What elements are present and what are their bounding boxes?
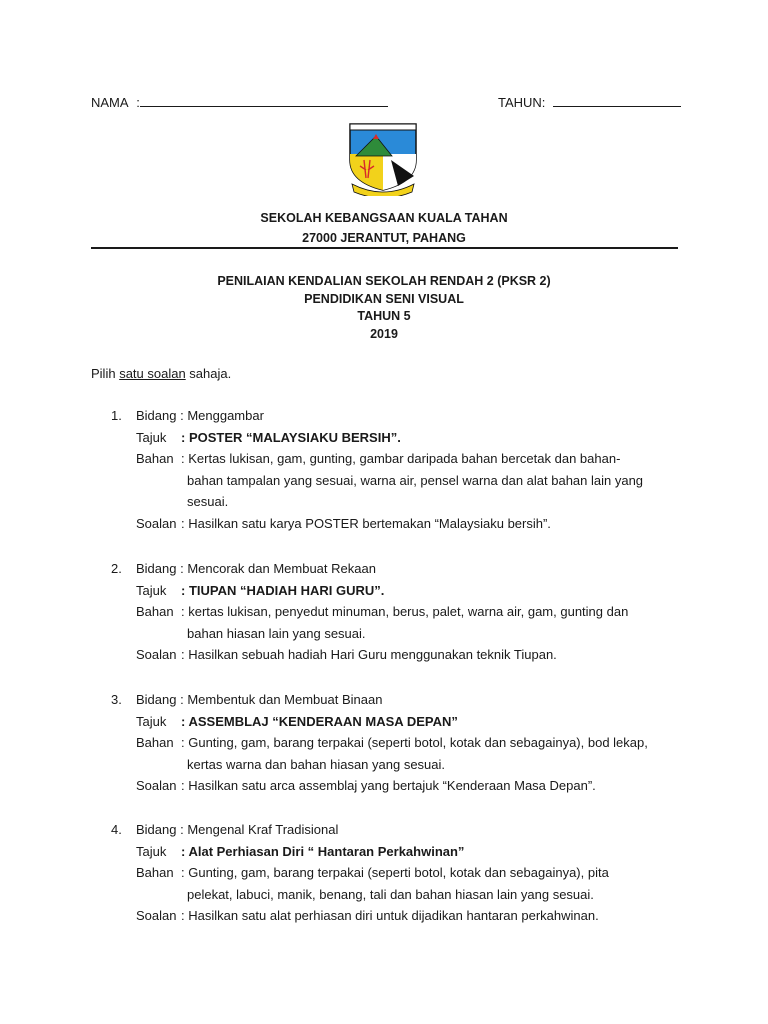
nama-field[interactable] <box>91 94 388 110</box>
question-number: 1. <box>111 408 122 423</box>
bahan-value-cont: bahan tampalan yang sesuai, warna air, pensel warna dan alat bahan lain yang sesuai. <box>187 472 644 509</box>
bahan-value: : Gunting, gam, barang terpakai (seperti botol, kotak dan sebagainya), pita <box>181 865 609 880</box>
bidang-line <box>136 689 606 711</box>
question-bidang-row <box>91 689 691 711</box>
question-bahan-row <box>91 732 691 775</box>
bahan-value: : Kertas lukisan, gam, gunting, gambar daripada bahan bercetak dan bahan- <box>181 451 621 466</box>
tajuk-value: : ASSEMBLAJ “KENDERAAN MASA DEPAN” <box>181 713 458 729</box>
tajuk-value: : Alat Perhiasan Diri “ Hantaran Perkahwinan” <box>181 843 465 859</box>
school-name: SEKOLAH KEBANGSAAN KUALA TAHAN <box>260 211 508 225</box>
tajuk-label: Tajuk <box>136 843 167 859</box>
exam-year: 2019 <box>370 327 398 341</box>
nama-blank-line[interactable] <box>140 94 388 107</box>
bahan-label: Bahan <box>136 865 174 880</box>
tajuk-value: : POSTER “MALAYSIAKU BERSIH”. <box>181 429 401 445</box>
exam-subject: PENDIDIKAN SENI VISUAL <box>304 292 464 306</box>
bidang-value: Mengenal Kraf Tradisional <box>187 822 339 837</box>
soalan-value: : Hasilkan satu arca assemblaj yang bertajuk “Kenderaan Masa Depan”. <box>181 778 596 793</box>
question-2 <box>91 558 691 666</box>
instruction-before: Pilih <box>91 366 120 381</box>
question-tajuk-row <box>91 841 691 863</box>
bidang-label: Bidang : <box>136 408 184 423</box>
bahan-value-cont: kertas warna dan bahan hiasan yang sesuai. <box>187 756 446 772</box>
soalan-label: Soalan <box>136 515 177 531</box>
question-tajuk-row <box>91 580 691 602</box>
question-number: 4. <box>111 822 122 837</box>
soalan-value: : Hasilkan sebuah hadiah Hari Guru menggunakan teknik Tiupan. <box>181 647 557 662</box>
question-soalan-row <box>91 644 691 666</box>
school-address: 27000 JERANTUT, PAHANG <box>302 231 466 245</box>
bidang-label: Bidang : <box>136 692 184 707</box>
bahan-value-cont: bahan hiasan lain yang sesuai. <box>187 625 366 641</box>
instruction-underlined: satu soalan <box>119 366 186 381</box>
bahan-label: Bahan <box>136 604 174 619</box>
bidang-label: Bidang : <box>136 561 184 576</box>
tajuk-label: Tajuk <box>136 582 167 598</box>
soalan-value: : Hasilkan satu alat perhiasan diri untuk dijadikan hantaran perkahwinan. <box>181 908 599 923</box>
instruction <box>91 366 231 381</box>
question-1 <box>91 405 691 534</box>
question-tajuk-row <box>91 711 691 733</box>
bidang-line <box>136 558 606 580</box>
question-bahan-row <box>91 601 691 644</box>
header-divider <box>91 247 678 249</box>
bahan-label: Bahan <box>136 735 174 750</box>
nama-label: NAMA <box>91 95 129 110</box>
question-bidang-row <box>91 819 691 841</box>
bidang-value: Menggambar <box>187 408 264 423</box>
bidang-value: Membentuk dan Membuat Binaan <box>187 692 383 707</box>
nama-separator: : <box>136 95 140 110</box>
crest-top-band <box>350 124 416 130</box>
tahun-label: TAHUN: <box>498 95 546 110</box>
bidang-line <box>136 819 606 841</box>
school-crest-icon <box>346 120 420 196</box>
question-soalan-row <box>91 905 691 927</box>
bahan-value: : Gunting, gam, barang terpakai (seperti botol, kotak dan sebagainya), bod lekap, <box>181 735 648 750</box>
question-number: 3. <box>111 692 122 707</box>
bidang-value: Mencorak dan Membuat Rekaan <box>187 561 376 576</box>
tajuk-label: Tajuk <box>136 429 167 445</box>
tajuk-label: Tajuk <box>136 713 167 729</box>
exam-title: PENILAIAN KENDALIAN SEKOLAH RENDAH 2 (PKSR 2) <box>217 274 551 288</box>
tahun-blank-line[interactable] <box>553 94 681 107</box>
question-bidang-row <box>91 405 691 427</box>
soalan-value: : Hasilkan satu karya POSTER bertemakan “Malaysiaku bersih”. <box>181 515 551 531</box>
soalan-label: Soalan <box>136 908 177 923</box>
bidang-line <box>136 405 606 427</box>
question-soalan-row <box>91 775 691 797</box>
question-bahan-row <box>91 448 691 513</box>
bahan-label: Bahan <box>136 451 174 466</box>
instruction-after: sahaja. <box>185 366 232 381</box>
soalan-label: Soalan <box>136 647 177 662</box>
bidang-label: Bidang : <box>136 822 184 837</box>
soalan-label: Soalan <box>136 778 177 793</box>
bahan-value: : kertas lukisan, penyedut minuman, berus, palet, warna air, gam, gunting dan <box>181 604 629 619</box>
tajuk-value: : TIUPAN “HADIAH HARI GURU”. <box>181 582 385 598</box>
question-bidang-row <box>91 558 691 580</box>
question-tajuk-row <box>91 427 691 449</box>
question-bahan-row <box>91 862 691 905</box>
bahan-value-cont: pelekat, labuci, manik, benang, tali dan bahan hiasan lain yang sesuai. <box>187 886 594 902</box>
question-3 <box>91 689 691 797</box>
exam-year-label: TAHUN 5 <box>357 309 411 323</box>
question-number: 2. <box>111 561 122 576</box>
question-4 <box>91 819 691 927</box>
tahun-field[interactable] <box>498 94 681 110</box>
question-soalan-row <box>91 513 691 535</box>
